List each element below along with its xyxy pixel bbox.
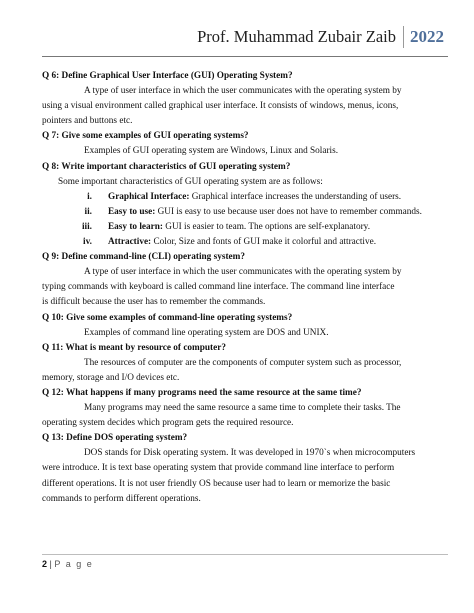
list-item-term: Easy to use: (108, 206, 156, 217)
list-item-text: Graphical interface increases the understanding of users. (189, 191, 402, 202)
list-item-text: Color, Size and fonts of GUI make it colorful and attractive. (151, 237, 377, 248)
list-item-number: ii. (84, 206, 92, 217)
question-12: Q 12: What happens if many programs need the same resource at the same time? (42, 387, 362, 398)
header-year: 2022 (410, 27, 444, 46)
characteristics-list (42, 190, 450, 250)
answer-7: Examples of GUI operating system are Windows, Linux and Solaris. (84, 146, 339, 157)
list-item (42, 205, 450, 220)
answer-11-line-2: memory, storage and I/O devices etc. (42, 372, 180, 383)
answer-12-line-1: Many programs may need the same resource a same time to complete their tasks. The (84, 403, 401, 414)
answer-9-line-2: typing commands with keyboard is called command line interface. The command line interface (42, 282, 395, 293)
answer-6-line-3: pointers and buttons etc. (42, 116, 133, 127)
list-item (42, 235, 450, 250)
list-item (42, 220, 450, 235)
answer-13-line-2: were introduce. It is text base operating system that provide command line interface to perform (42, 463, 395, 474)
header-rule (42, 56, 448, 57)
list-item (42, 190, 450, 205)
answer-12-line-2: operating system decides which program gets the required resource. (42, 418, 294, 429)
list-item-text: GUI is easy to use because user does not have to remember commands. (155, 206, 422, 217)
list-item-number: iii. (81, 221, 92, 232)
answer-10: Examples of command line operating system are DOS and UNIX. (84, 327, 329, 338)
author-name: Prof. Muhammad Zubair Zaib (197, 27, 396, 46)
list-item-text: GUI is easier to team. The options are self-explanatory. (162, 221, 371, 232)
answer-11-line-1: The resources of computer are the components of computer system such as processor, (84, 357, 402, 368)
question-11: Q 11: What is meant by resource of computer? (42, 342, 226, 353)
question-7: Q 7: Give some examples of GUI operating systems? (42, 131, 249, 142)
answer-9-line-3: is difficult because the user has to remember the commands. (42, 297, 266, 308)
answer-13-line-1: DOS stands for Disk operating system. It was developed in 1970`s when microcomputers (84, 448, 416, 459)
answer-8-intro: Some important characteristics of GUI operating system are as follows: (58, 176, 323, 187)
page-number: 2 (42, 559, 48, 569)
question-13: Q 13: Define DOS operating system? (42, 433, 188, 444)
list-item-term: Graphical Interface: (108, 191, 190, 202)
answer-13-line-4: commands to perform different operations. (42, 493, 201, 504)
list-item-term: Easy to learn: (108, 221, 163, 232)
page-label: P a g e (54, 559, 94, 569)
answer-6-line-2: using a visual environment called graphical user interface. It consists of windows, menus, icons, (42, 101, 399, 112)
answer-9-line-1: A type of user interface in which the user communicates with the operating system by (84, 267, 402, 278)
list-item-number: iv. (83, 237, 92, 248)
list-item-term: Attractive: (108, 237, 152, 248)
page-footer (42, 554, 448, 569)
footer-separator: | (49, 559, 52, 569)
question-9: Q 9: Define command-line (CLI) operating system? (42, 252, 245, 263)
list-item-number: i. (87, 191, 92, 202)
document-body (42, 69, 450, 507)
page-header (197, 26, 444, 48)
question-8: Q 8: Write important characteristics of GUI operating system? (42, 161, 291, 172)
answer-6-line-1: A type of user interface in which the user communicates with the operating system by (84, 86, 402, 97)
answer-13-line-3: different operations. It is not user friendly OS because user had to learn or memorize the basic (42, 478, 391, 489)
question-10: Q 10: Give some examples of command-line operating systems? (42, 312, 293, 323)
question-6: Q 6: Define Graphical User Interface (GUI) Operating System? (42, 71, 293, 81)
